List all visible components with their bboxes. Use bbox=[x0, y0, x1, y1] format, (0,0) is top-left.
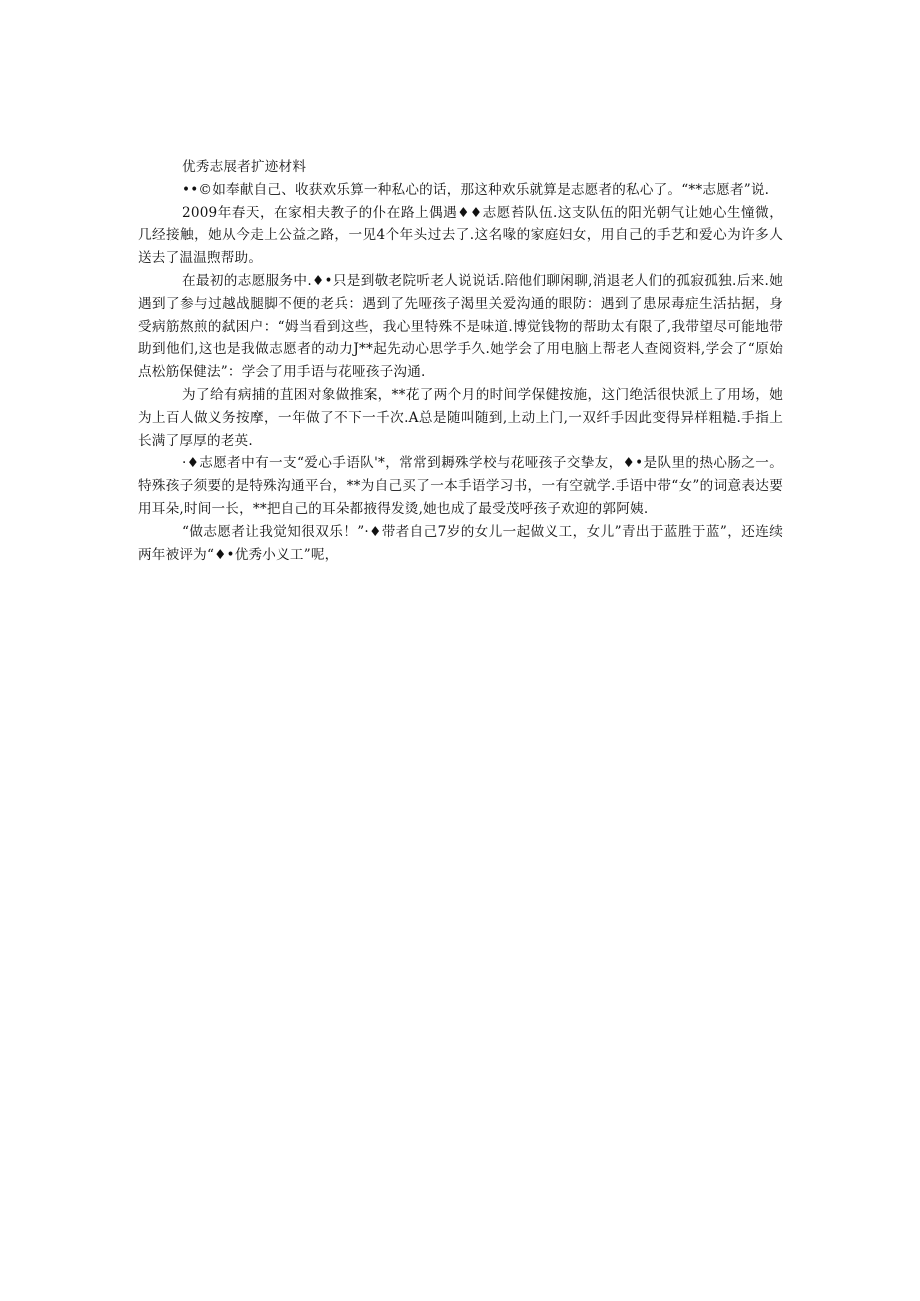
paragraph-4: 为了给有病捕的苴困对象做推案，**花了两个月的时间学保健按施，这门绝活很快派上了用场，她为上百人做义务按摩，一年做了不下一千次.A总是随叫随到,上动上门,一双纤手因此变得异样粗糙.手指上长满了厚厚的老英. bbox=[138, 386, 783, 449]
paragraph-2: 2009年春天，在家相夫教子的仆在路上偶遇♦♦志愿苔队伍.这支队伍的阳光朝气让她心生憧微，几经接触，她从今走上公益之路，一见4个年头过去了.这名喙的家庭妇女，用自己的手艺和爱心为许多人送去了温温煦帮助。 bbox=[138, 204, 783, 267]
paragraph-1: ••©如奉献自己、收获欢乐算一种私心的话，那这种欢乐就算是志愿者的私心了。“**志愿者”说. bbox=[182, 181, 770, 198]
document-title: 优秀志展者扩迹材料 bbox=[182, 159, 307, 175]
paragraph-5: ·♦志愿者中有一支“爱心手语队'*，常常到耨殊学校与花哑孩子交挚友，♦•是队里的热心肠之一。特殊孩子须要的是特殊沟通平台，**为自己买了一本手语学习书，一有空就学.手语中带“女”的词意表达要用耳朵,时间一长，**把自己的耳朵都掖得发烫,她也成了最受茂呼孩子欢迎的郭阿姨. bbox=[138, 455, 783, 517]
paragraph-3: 在最初的志愿服务中.♦•只是到敬老院听老人说说话.陪他们聊闲聊,消退老人们的孤寂孤独.后来.她遇到了参与过越战腿脚不便的老兵：遇到了先哑孩子渴里关爱沟通的眼防：遇到了患尿毒症生活拈据，身受病筋熬煎的弑困户：“姆当看到这些，我心里特殊不是味道.博觉钱物的帮助太有限了,我带望尽可能地带助到他们,这也是我做志愿者的动力J**起先动心思学手久.她学会了用电脑上帮老人查阅资料,学会了“原始点松筋保健法”：学会了用手语与花哑孩子沟通. bbox=[138, 272, 783, 381]
paragraph-6: “做志愿者让我觉知很双乐！”·♦带者自己7岁的女儿一起做义工，女儿”青出于蓝胜于蓝”，还连续两年被评为“♦•优秀小义工”呢， bbox=[138, 523, 783, 563]
document-body bbox=[138, 156, 783, 566]
